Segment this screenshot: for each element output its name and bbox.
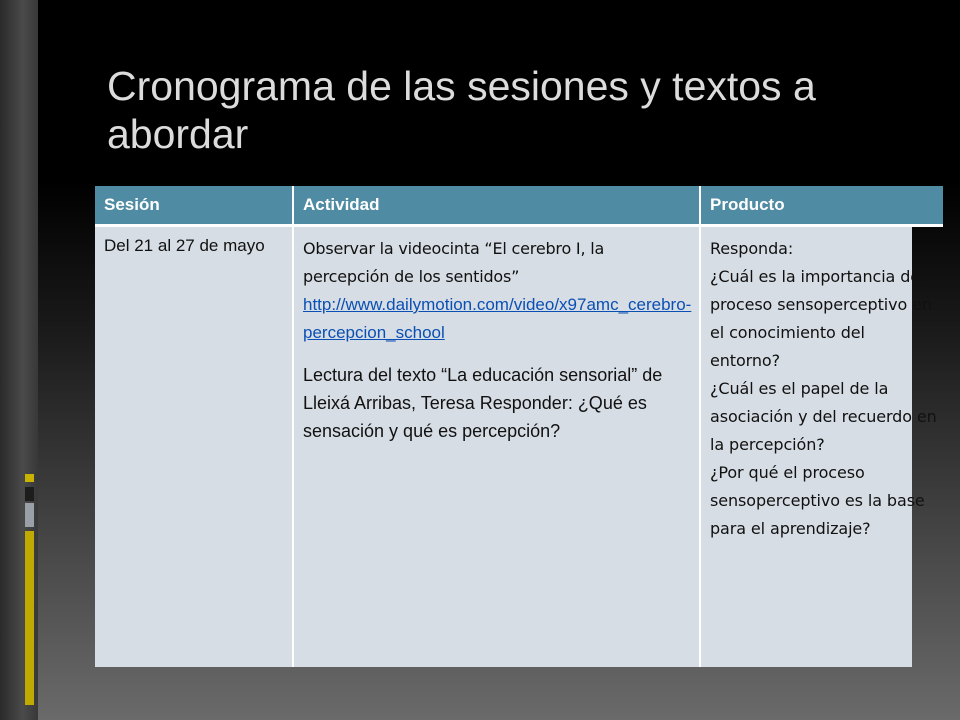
accent-bar-yellow-small bbox=[25, 474, 34, 482]
accent-bar-dark bbox=[25, 487, 34, 501]
activity-intro: Observar la videocinta “El cerebro I, la percepción de los sentidos” bbox=[303, 239, 605, 286]
video-link[interactable]: http://www.dailymotion.com/video/x97amc_cerebro-percepcion_school bbox=[303, 295, 692, 342]
activity-reading: Lectura del texto “La educación sensorial” de Lleixá Arribas, Teresa Responder: ¿Qué es sensación y qué es percepción? bbox=[303, 365, 663, 441]
product-question-2: ¿Cuál es el papel de la asociación y del recuerdo en la percepción? bbox=[710, 379, 937, 454]
schedule-table-container bbox=[95, 186, 937, 667]
table-row bbox=[95, 226, 943, 668]
header-producto: Producto bbox=[700, 186, 943, 226]
accent-bar-yellow-long bbox=[25, 531, 34, 705]
schedule-table bbox=[95, 186, 943, 667]
slide-title: Cronograma de las sesiones y textos a abordar bbox=[107, 63, 816, 157]
session-dates: Del 21 al 27 de mayo bbox=[104, 236, 265, 255]
product-line: Responda: bbox=[710, 239, 794, 258]
header-actividad: Actividad bbox=[293, 186, 700, 226]
cell-activity bbox=[293, 226, 700, 668]
product-question-1: ¿Cuál es la importancia del proceso sensoperceptivo en el conocimiento del entorno? bbox=[710, 267, 932, 370]
header-sesion: Sesión bbox=[95, 186, 293, 226]
cell-session bbox=[95, 226, 293, 668]
product-question-3: ¿Por qué el proceso sensoperceptivo es la base para el aprendizaje? bbox=[710, 463, 925, 538]
cell-product bbox=[700, 226, 943, 668]
table-header-row bbox=[95, 186, 943, 226]
accent-bar-gray bbox=[25, 503, 34, 527]
